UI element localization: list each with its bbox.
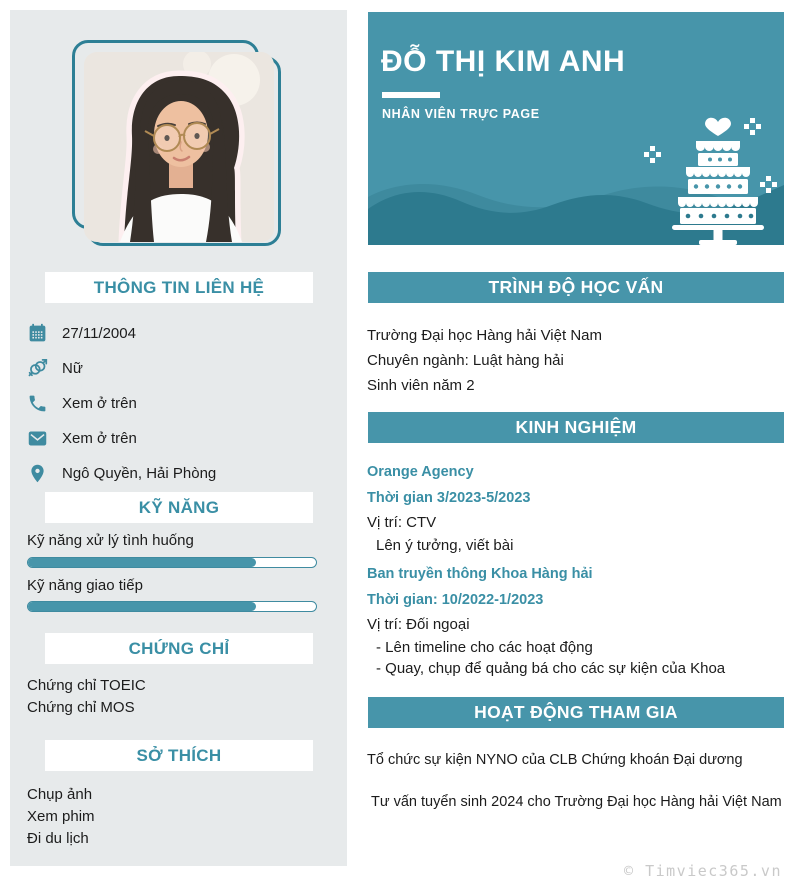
skill-label: Kỹ năng xử lý tình huống <box>27 532 194 549</box>
contact-list <box>27 316 327 491</box>
wedding-cake-icon <box>658 113 778 245</box>
sparkle-icon <box>650 152 655 157</box>
experience-section-heading: KINH NGHIỆM <box>368 412 784 443</box>
education-content <box>367 323 787 398</box>
job-position: Vị trí: Đối ngoại <box>367 616 470 633</box>
contact-section-heading: THÔNG TIN LIÊN HỆ <box>45 272 313 303</box>
certificate-item: Chứng chỉ TOEIC <box>27 677 146 694</box>
job-detail: - Quay, chụp để quảng bá cho các sự kiện của Khoa <box>376 659 726 677</box>
hero-header <box>368 12 784 245</box>
activity-line: Tổ chức sự kiện NYNO của CLB Chứng khoán Đại dương <box>367 752 743 768</box>
job-detail: - Lên timeline cho các hoạt động <box>376 639 593 656</box>
job-company: Orange Agency <box>367 464 474 480</box>
email-value: Xem ở trên <box>62 430 137 447</box>
location-icon <box>27 463 48 484</box>
education-line: Sinh viên năm 2 <box>367 377 475 394</box>
contact-row-phone <box>27 386 327 421</box>
experience-job <box>367 464 787 557</box>
gender-value: Nữ <box>62 360 83 377</box>
contact-row-address <box>27 456 327 491</box>
phone-icon <box>27 393 48 414</box>
calendar-icon <box>27 323 48 344</box>
hobbies-section-heading: SỞ THÍCH <box>45 740 313 771</box>
hobby-item: Đi du lịch <box>27 830 89 847</box>
watermark: © Timviec365.vn <box>624 862 782 880</box>
experience-job <box>367 566 787 679</box>
education-line: Trường Đại học Hàng hải Việt Nam <box>367 327 602 344</box>
certificates-list <box>27 675 146 719</box>
name-underline <box>382 92 440 98</box>
education-line: Chuyên ngành: Luật hàng hải <box>367 352 564 369</box>
job-company: Ban truyền thông Khoa Hàng hải <box>367 566 593 582</box>
activity-line: Tư vấn tuyển sinh 2024 cho Trường Đại học Hàng hải Việt Nam <box>371 794 782 810</box>
skill-bar-fill <box>28 558 256 567</box>
skill-bar <box>27 601 317 612</box>
candidate-job-title: NHÂN VIÊN TRỰC PAGE <box>382 107 540 121</box>
gender-icon <box>27 358 48 379</box>
candidate-name: ĐỖ THỊ KIM ANH <box>381 45 626 78</box>
hobby-item: Xem phim <box>27 808 95 825</box>
certificate-item: Chứng chỉ MOS <box>27 699 135 716</box>
skill-bar-fill <box>28 602 256 611</box>
hobby-item: Chụp ảnh <box>27 786 93 803</box>
address-value: Ngô Quyền, Hải Phòng <box>62 465 217 482</box>
avatar-illustration <box>84 52 274 242</box>
sidebar <box>10 10 347 866</box>
skill-bar <box>27 557 317 568</box>
job-period: Thời gian 3/2023-5/2023 <box>367 490 531 506</box>
phone-value: Xem ở trên <box>62 395 137 412</box>
skills-section-heading: KỸ NĂNG <box>45 492 313 523</box>
job-period: Thời gian: 10/2022-1/2023 <box>367 592 544 608</box>
hobbies-list <box>27 784 95 850</box>
birthday-value: 27/11/2004 <box>62 325 136 342</box>
contact-row-gender <box>27 351 327 386</box>
contact-row-email <box>27 421 327 456</box>
profile-photo <box>84 52 274 242</box>
activities-section-heading: HOẠT ĐỘNG THAM GIA <box>368 697 784 728</box>
job-position: Vị trí: CTV <box>367 514 437 531</box>
education-section-heading: TRÌNH ĐỘ HỌC VẤN <box>368 272 784 303</box>
job-detail: Lên ý tưởng, viết bài <box>376 537 514 554</box>
skill-label: Kỹ năng giao tiếp <box>27 577 143 594</box>
profile-photo-section <box>10 10 347 260</box>
certificates-section-heading: CHỨNG CHỈ <box>45 633 313 664</box>
contact-row-birthday <box>27 316 327 351</box>
email-icon <box>27 428 48 449</box>
